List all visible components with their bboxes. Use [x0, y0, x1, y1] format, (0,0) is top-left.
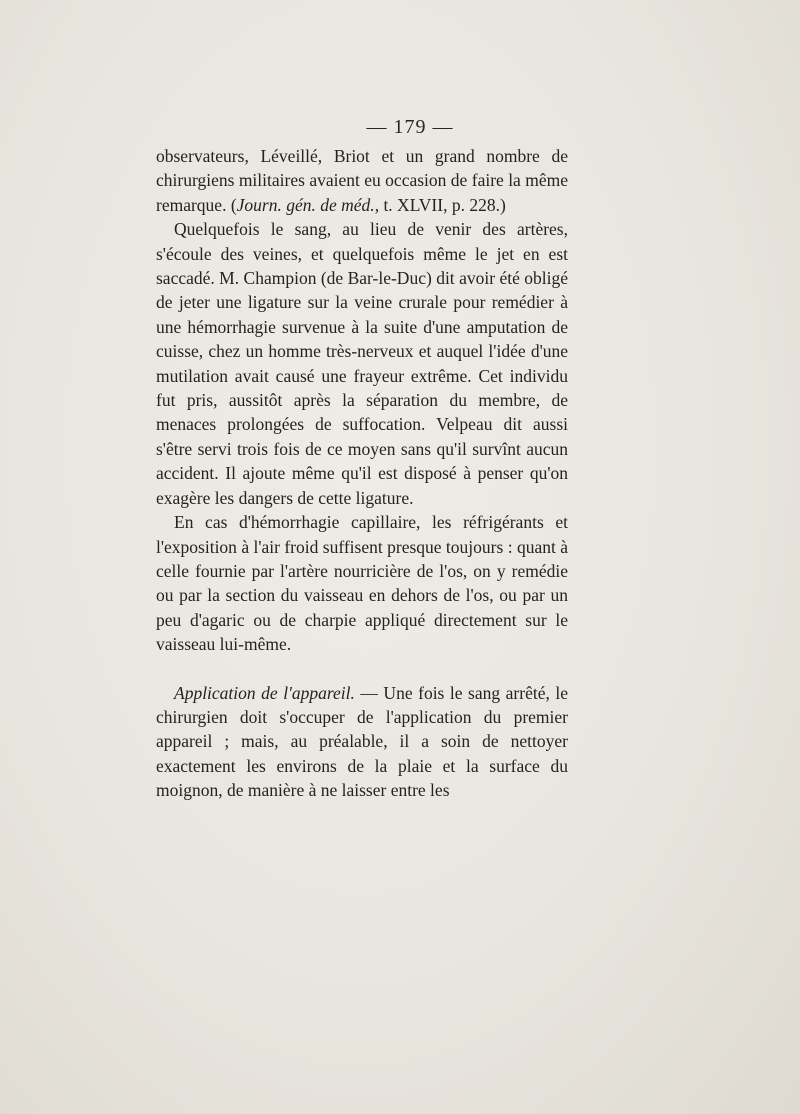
paragraph-application	[156, 681, 568, 803]
paragraph-capillary-hemorrhage	[156, 510, 568, 656]
section-heading: Application de l'appareil.	[174, 682, 355, 703]
paragraph-venous-hemorrhage	[156, 217, 568, 510]
paragraph-continuation	[156, 144, 568, 217]
paragraph-text: En cas d'hémorrhagie capillaire, les réfrigérants et l'exposition à l'air froid suffisent presque toujours : quant à celle fournie par l'artère nourricière de l'os, on y remédie ou par la section du vaisseau en dehors de l'os, ou par un peu d'agaric ou de charpie appliqué directement sur le vaisseau lui-même.	[156, 512, 568, 655]
paragraph-text: , t. XLVII, p. 228.)	[374, 194, 506, 215]
body-text	[156, 144, 568, 803]
journal-reference: Journ. gén. de méd.	[236, 194, 375, 215]
paragraph-text: Quelquefois le sang, au lieu de venir des artères, s'écoule des veines, et quelquefois même le jet en est saccadé. M. Champion (de Bar-le-Duc) dit avoir été obligé de jeter une ligature sur la veine crurale pour remédier à une hémorrhagie survenue à la suite d'une amputation de cuisse, chez un homme très-nerveux et auquel l'idée d'une mutilation avait causé une frayeur extrême. Cet individu fut pris, aussitôt après la séparation du membre, de menaces prolongées de suffocation. Velpeau dit aussi s'être servi trois fois de ce moyen sans qu'il survînt aucun accident. Il ajoute même qu'il est disposé à penser qu'on exagère les dangers de cette ligature.	[156, 219, 568, 508]
page-number: — 179 —	[366, 116, 454, 138]
paragraph-text: observateurs, Léveillé, Briot et un grand nombre de chirurgiens militaires avaient eu occasion de faire la même remarque. (	[156, 146, 568, 215]
paragraph-text: — Une fois le sang arrêté, le chirurgien doit s'occuper de l'application du premier appareil ; mais, au préalable, il a soin de nettoyer exactement les environs de la plaie et la surface du moignon, de manière à ne laisser entre les	[156, 682, 569, 801]
